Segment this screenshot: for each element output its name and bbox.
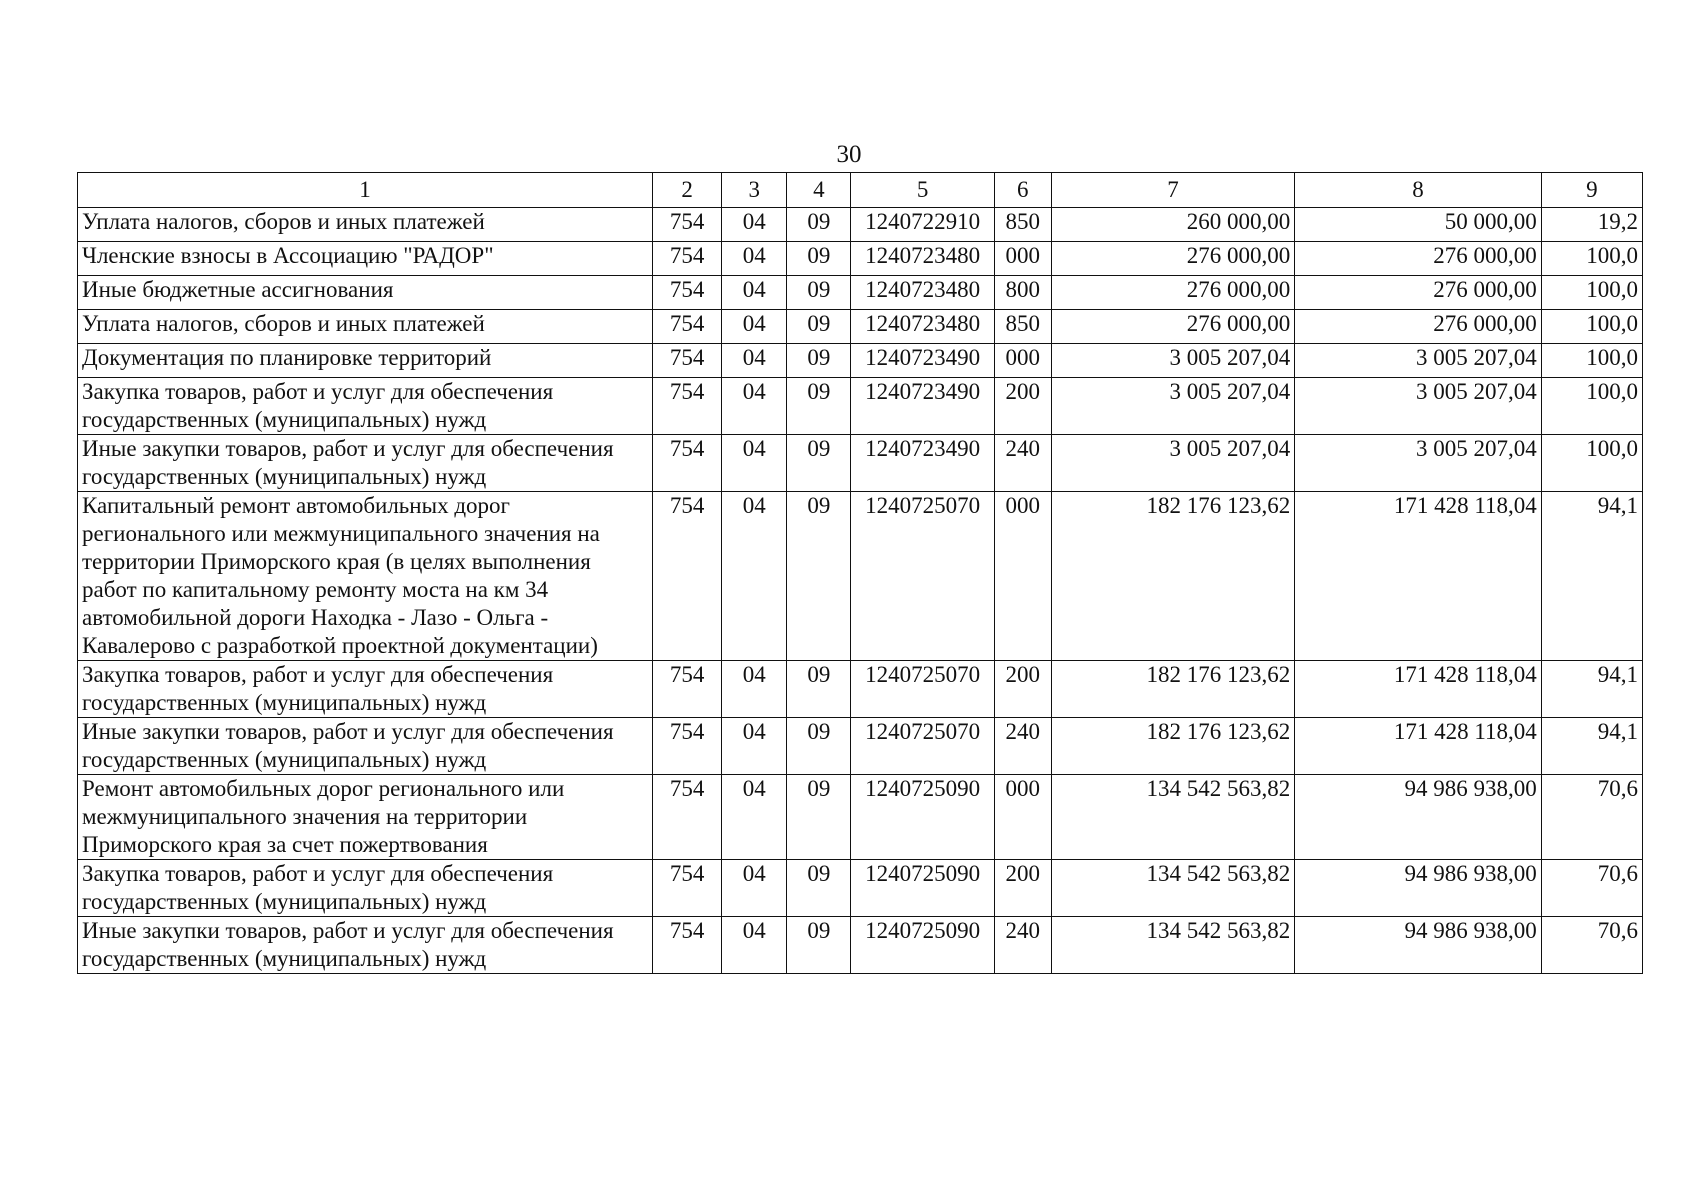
row-name: Иные бюджетные ассигнования [78, 276, 653, 310]
row-col-8: 50 000,00 [1295, 208, 1541, 242]
row-col-4: 09 [787, 378, 851, 435]
table-row [78, 775, 1643, 860]
row-col-4: 09 [787, 435, 851, 492]
row-col-9: 70,6 [1541, 775, 1642, 860]
col-header-3: 3 [722, 173, 787, 208]
table-row [78, 208, 1643, 242]
col-header-2: 2 [653, 173, 722, 208]
row-col-2: 754 [653, 378, 722, 435]
header-row [78, 173, 1643, 208]
row-col-3: 04 [722, 917, 787, 974]
row-col-6: 800 [994, 276, 1051, 310]
row-col-2: 754 [653, 775, 722, 860]
row-col-8: 276 000,00 [1295, 276, 1541, 310]
row-col-2: 754 [653, 435, 722, 492]
row-col-8: 171 428 118,04 [1295, 492, 1541, 661]
table-body [78, 208, 1643, 974]
row-col-6: 850 [994, 208, 1051, 242]
col-header-5: 5 [851, 173, 994, 208]
row-col-7: 276 000,00 [1051, 276, 1294, 310]
row-col-6: 240 [994, 435, 1051, 492]
row-col-9: 100,0 [1541, 276, 1642, 310]
row-col-4: 09 [787, 718, 851, 775]
row-col-2: 754 [653, 208, 722, 242]
row-name: Членские взносы в Ассоциацию "РАДОР" [78, 242, 653, 276]
row-col-3: 04 [722, 860, 787, 917]
row-col-8: 276 000,00 [1295, 242, 1541, 276]
row-col-7: 276 000,00 [1051, 310, 1294, 344]
row-col-8: 94 986 938,00 [1295, 775, 1541, 860]
row-col-5: 1240723480 [851, 310, 994, 344]
row-col-4: 09 [787, 276, 851, 310]
row-col-4: 09 [787, 242, 851, 276]
row-col-7: 134 542 563,82 [1051, 917, 1294, 974]
row-col-5: 1240725070 [851, 492, 994, 661]
row-col-5: 1240723490 [851, 435, 994, 492]
row-col-2: 754 [653, 242, 722, 276]
row-col-3: 04 [722, 208, 787, 242]
row-col-3: 04 [722, 718, 787, 775]
row-col-4: 09 [787, 492, 851, 661]
row-name: Уплата налогов, сборов и иных платежей [78, 208, 653, 242]
row-name: Иные закупки товаров, работ и услуг для обеспечения государственных (муниципальных) нужд [78, 718, 653, 775]
table-row [78, 310, 1643, 344]
row-col-9: 100,0 [1541, 242, 1642, 276]
row-col-5: 1240725070 [851, 661, 994, 718]
row-col-7: 3 005 207,04 [1051, 344, 1294, 378]
row-col-6: 200 [994, 661, 1051, 718]
row-col-8: 171 428 118,04 [1295, 718, 1541, 775]
row-name: Закупка товаров, работ и услуг для обеспечения государственных (муниципальных) нужд [78, 378, 653, 435]
row-col-2: 754 [653, 310, 722, 344]
table-row [78, 917, 1643, 974]
row-col-8: 171 428 118,04 [1295, 661, 1541, 718]
row-col-7: 134 542 563,82 [1051, 860, 1294, 917]
page-number: 30 [836, 141, 862, 168]
table-row [78, 661, 1643, 718]
row-col-3: 04 [722, 661, 787, 718]
row-col-9: 94,1 [1541, 661, 1642, 718]
row-col-5: 1240723480 [851, 242, 994, 276]
row-col-6: 240 [994, 718, 1051, 775]
table-row [78, 242, 1643, 276]
row-col-2: 754 [653, 492, 722, 661]
row-col-4: 09 [787, 775, 851, 860]
col-header-9: 9 [1541, 173, 1642, 208]
col-header-1: 1 [78, 173, 653, 208]
row-col-8: 94 986 938,00 [1295, 860, 1541, 917]
row-col-6: 200 [994, 378, 1051, 435]
row-col-4: 09 [787, 344, 851, 378]
row-col-8: 276 000,00 [1295, 310, 1541, 344]
row-col-4: 09 [787, 310, 851, 344]
row-col-5: 1240725090 [851, 860, 994, 917]
row-col-3: 04 [722, 344, 787, 378]
row-col-8: 3 005 207,04 [1295, 344, 1541, 378]
row-col-5: 1240722910 [851, 208, 994, 242]
col-header-4: 4 [787, 173, 851, 208]
row-col-2: 754 [653, 917, 722, 974]
row-col-7: 182 176 123,62 [1051, 661, 1294, 718]
row-col-7: 134 542 563,82 [1051, 775, 1294, 860]
table-row [78, 276, 1643, 310]
table-row [78, 718, 1643, 775]
row-name: Документация по планировке территорий [78, 344, 653, 378]
row-col-3: 04 [722, 310, 787, 344]
row-name: Капитальный ремонт автомобильных дорог регионального или межмуниципального значения на территории Приморского края (в целях выполнения работ по капитальному ремонту моста на км 34 автомобильной дороги Находка - Лазо - Ольга - Кавалерово с разработкой проектной документации) [78, 492, 653, 661]
row-col-9: 94,1 [1541, 718, 1642, 775]
table-row [78, 344, 1643, 378]
row-col-9: 100,0 [1541, 378, 1642, 435]
row-col-6: 000 [994, 344, 1051, 378]
row-col-6: 000 [994, 492, 1051, 661]
row-col-7: 260 000,00 [1051, 208, 1294, 242]
table-row [78, 435, 1643, 492]
row-col-2: 754 [653, 860, 722, 917]
table-row [78, 860, 1643, 917]
row-name: Иные закупки товаров, работ и услуг для обеспечения государственных (муниципальных) нужд [78, 917, 653, 974]
row-col-9: 70,6 [1541, 917, 1642, 974]
row-col-6: 850 [994, 310, 1051, 344]
row-col-5: 1240725090 [851, 775, 994, 860]
row-col-5: 1240725090 [851, 917, 994, 974]
row-col-4: 09 [787, 208, 851, 242]
row-col-3: 04 [722, 242, 787, 276]
row-col-2: 754 [653, 344, 722, 378]
col-header-7: 7 [1051, 173, 1294, 208]
row-col-9: 70,6 [1541, 860, 1642, 917]
col-header-8: 8 [1295, 173, 1541, 208]
row-col-6: 000 [994, 775, 1051, 860]
row-name: Закупка товаров, работ и услуг для обеспечения государственных (муниципальных) нужд [78, 661, 653, 718]
row-col-7: 276 000,00 [1051, 242, 1294, 276]
row-col-2: 754 [653, 661, 722, 718]
row-col-7: 3 005 207,04 [1051, 378, 1294, 435]
row-col-6: 000 [994, 242, 1051, 276]
row-col-4: 09 [787, 860, 851, 917]
row-col-5: 1240723490 [851, 344, 994, 378]
row-col-4: 09 [787, 917, 851, 974]
row-name: Уплата налогов, сборов и иных платежей [78, 310, 653, 344]
row-col-8: 3 005 207,04 [1295, 435, 1541, 492]
row-col-8: 94 986 938,00 [1295, 917, 1541, 974]
row-col-5: 1240723490 [851, 378, 994, 435]
row-col-6: 200 [994, 860, 1051, 917]
row-col-7: 182 176 123,62 [1051, 718, 1294, 775]
row-col-3: 04 [722, 775, 787, 860]
row-col-6: 240 [994, 917, 1051, 974]
row-col-7: 182 176 123,62 [1051, 492, 1294, 661]
table-row [78, 378, 1643, 435]
row-col-5: 1240725070 [851, 718, 994, 775]
row-col-3: 04 [722, 276, 787, 310]
row-col-9: 19,2 [1541, 208, 1642, 242]
table-row [78, 492, 1643, 661]
row-col-3: 04 [722, 435, 787, 492]
row-col-3: 04 [722, 492, 787, 661]
row-col-9: 94,1 [1541, 492, 1642, 661]
row-col-4: 09 [787, 661, 851, 718]
row-col-2: 754 [653, 276, 722, 310]
row-col-8: 3 005 207,04 [1295, 378, 1541, 435]
row-col-9: 100,0 [1541, 310, 1642, 344]
row-col-5: 1240723480 [851, 276, 994, 310]
row-col-9: 100,0 [1541, 344, 1642, 378]
row-name: Ремонт автомобильных дорог регионального или межмуниципального значения на территории Приморского края за счет пожертвования [78, 775, 653, 860]
row-name: Иные закупки товаров, работ и услуг для обеспечения государственных (муниципальных) нужд [78, 435, 653, 492]
row-col-3: 04 [722, 378, 787, 435]
row-name: Закупка товаров, работ и услуг для обеспечения государственных (муниципальных) нужд [78, 860, 653, 917]
row-col-2: 754 [653, 718, 722, 775]
row-col-9: 100,0 [1541, 435, 1642, 492]
row-col-7: 3 005 207,04 [1051, 435, 1294, 492]
budget-table [77, 172, 1643, 974]
col-header-6: 6 [994, 173, 1051, 208]
